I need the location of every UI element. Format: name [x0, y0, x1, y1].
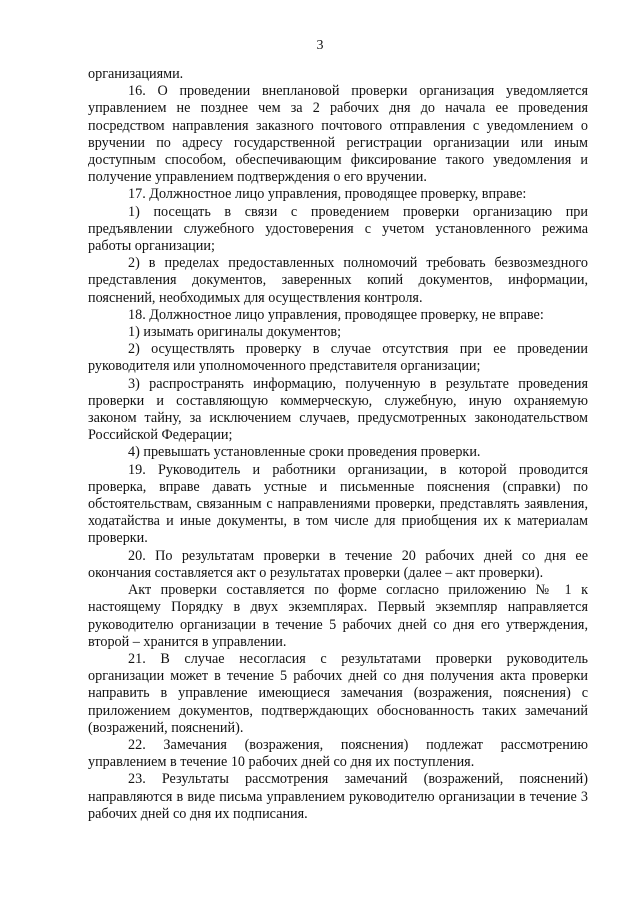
document-body — [88, 66, 588, 823]
paragraph-17: 17. Должностное лицо управления, проводящее проверку, вправе: — [128, 186, 527, 203]
paragraph-18-item-3: 3) распространять информацию, полученную в результате проведения проверки и составляющую коммерческую, служебную, иную охраняемую законом тайну, за исключением случаев, предусмотренных законодательством Российской Федерации; — [88, 375, 588, 444]
paragraph-17-item-2: 2) в пределах предоставленных полномочий требовать безвозмездного представления документов, заверенных копий документов, информации, пояснений, необходимых для осуществления контроля. — [88, 255, 588, 306]
paragraph-19: 19. Руководитель и работники организации, в которой проводится проверка, вправе давать устные и письменные пояснения (справки) по обстоятельствам, связанным с направлениями проверки, представлять заявления, ходатайства и иные документы, в том числе для приобщения их к материалам проверки. — [88, 461, 588, 547]
paragraph-18-item-4: 4) превышать установленные сроки проведения проверки. — [128, 444, 481, 461]
paragraph-22: 22. Замечания (возражения, пояснения) подлежат рассмотрению управлением в течение 10 рабочих дней со дня их поступления. — [88, 736, 588, 771]
paragraph-23: 23. Результаты рассмотрения замечаний (возражений, пояснений) направляются в виде письма управлением руководителю организации в течение 3 рабочих дней со дня их подписания. — [88, 771, 588, 822]
paragraph-17-item-1: 1) посещать в связи с проведением проверки организацию при предъявлении служебного удостоверения с учетом установленного режима работы организации; — [88, 203, 588, 255]
paragraph-18-item-1: 1) изымать оригиналы документов; — [128, 324, 342, 341]
paragraph-20: 20. По результатам проверки в течение 20 рабочих дней со дня ее окончания составляется акт о результатах проверки (далее – акт проверки). — [88, 547, 588, 581]
paragraph-continuation: организациями. — [88, 66, 184, 82]
paragraph-18-item-2: 2) осуществлять проверку в случае отсутствия при ее проведении руководителя или уполномоченного представителя организации; — [88, 341, 588, 375]
paragraph-16: 16. О проведении внеплановой проверки организация уведомляется управлением не позднее чем за 2 рабочих дня до начала ее проведения посредством направления заказного почтового отправления с уведомлением о вручении по адресу государственной регистрации организации или иным доступным способом, обеспечивающим фиксирование такого уведомления и получение управлением подтверждения о его вручении. — [88, 83, 588, 186]
paragraph-18: 18. Должностное лицо управления, проводящее проверку, не вправе: — [128, 306, 544, 323]
paragraph-20-act: Акт проверки составляется по форме согласно приложению № 1 к настоящему Порядку в двух экземплярах. Первый экземпляр направляется руководителю организации в течение 5 рабочих дней со дня его утверждения, второй – хранится в управлении. — [88, 582, 588, 650]
paragraph-21: 21. В случае несогласия с результатами проверки руководитель организации может в течение 5 рабочих дней со дня получения акта проверки направить в управление имеющиеся замечания (возражения, пояснения) с приложением документов, подтверждающих обоснованность таких замечаний (возражений, пояснений). — [88, 650, 588, 736]
page-number: 3 — [316, 38, 324, 53]
